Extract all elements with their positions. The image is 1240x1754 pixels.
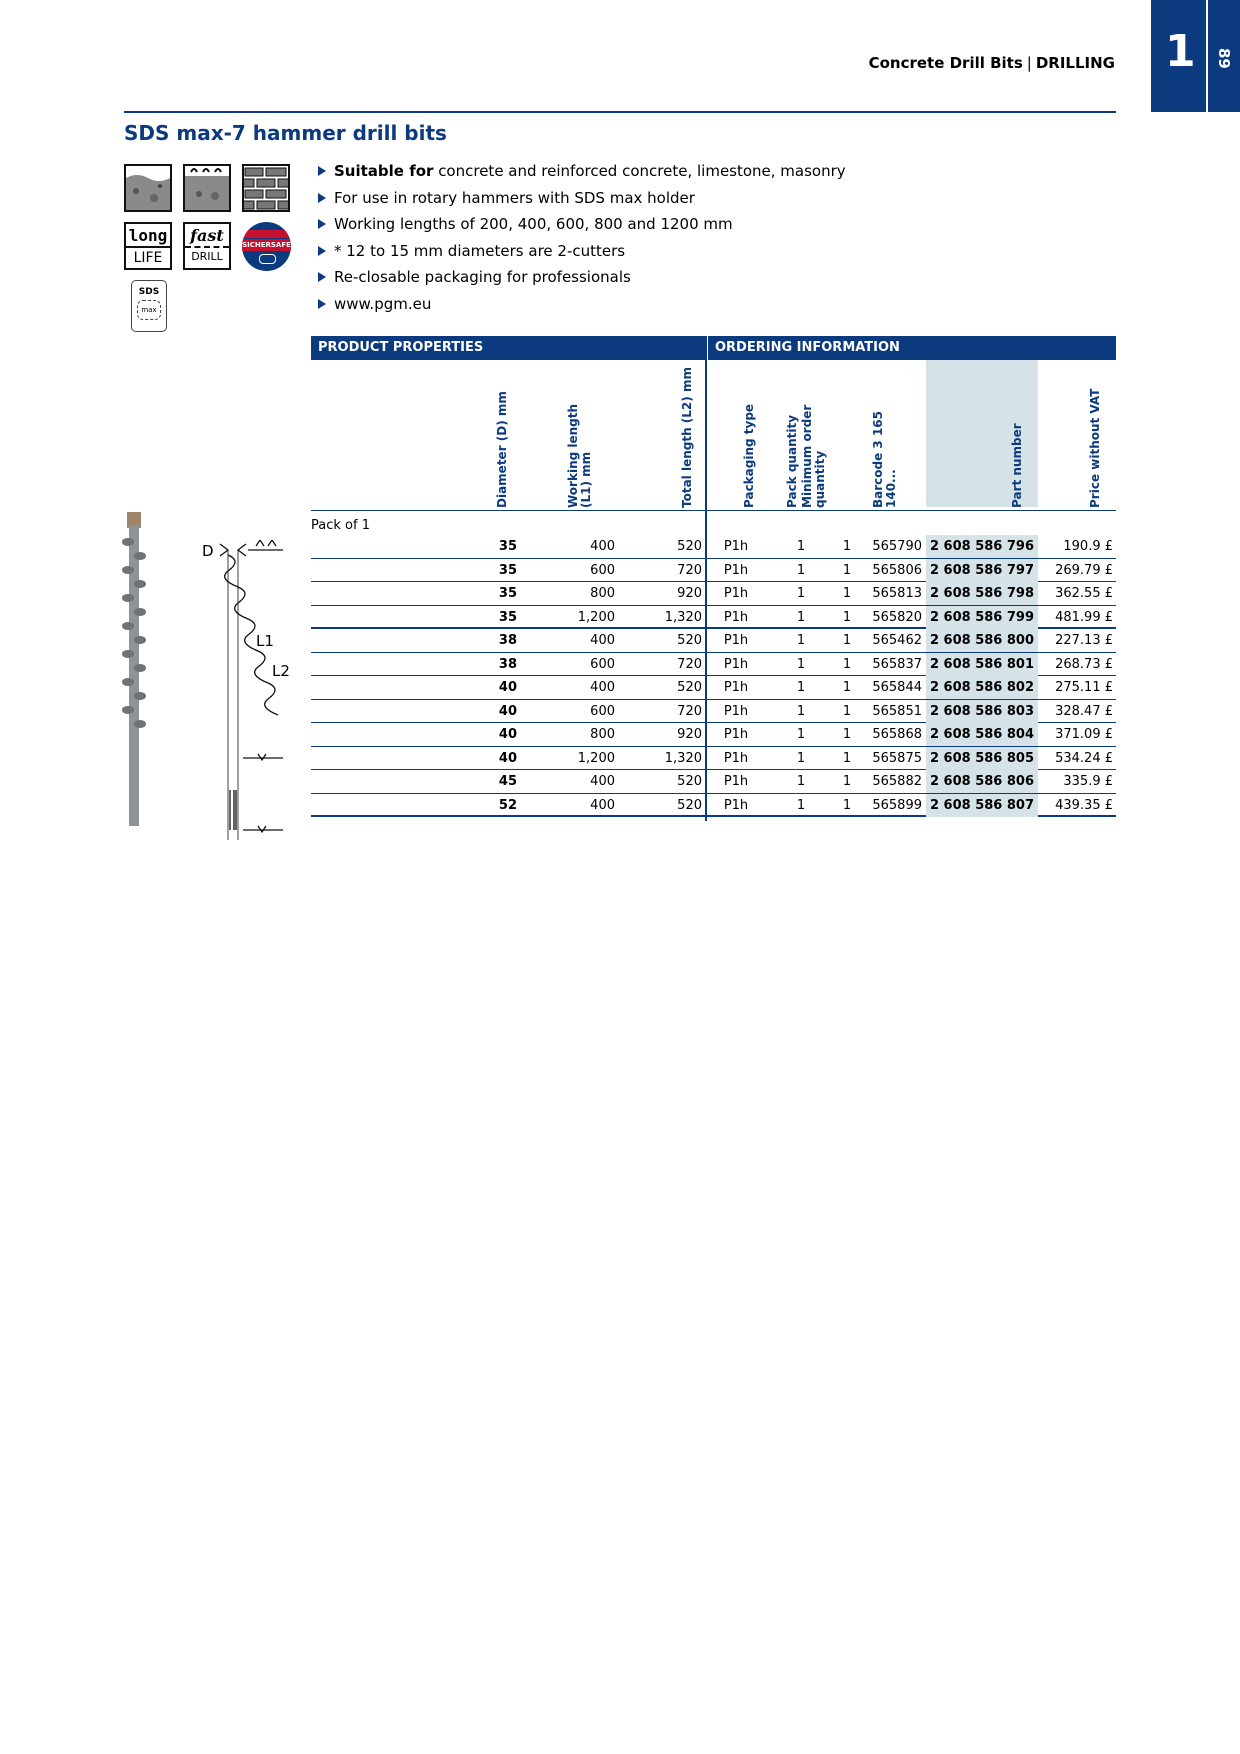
product-properties-header: PRODUCT PROPERTIES [311,336,705,360]
table-row [311,535,1116,559]
table-row [311,747,1116,771]
col-diameter: Diameter (D) mm [495,391,509,508]
cell-min-order: 1 [842,750,852,766]
cell-working-length: 400 [590,539,615,554]
cell-price: 269.79 £ [1055,562,1113,578]
cell-price: 481.99 £ [1055,609,1113,625]
header-underline [311,510,1116,511]
cell-min-order: 1 [842,703,852,719]
cell-price: 328.47 £ [1055,703,1113,719]
table-row [311,629,1116,653]
cell-pack-quantity: 1 [796,586,806,601]
fast-drill-label-top: fast [190,226,224,245]
cell-part-number: 2 608 586 806 [926,770,1038,793]
concrete-icon [124,164,172,212]
feature-text: * 12 to 15 mm diameters are 2-cutters [334,241,626,260]
l2-label: L2 [272,662,290,680]
feature-item[interactable] [318,291,846,318]
cell-packaging-type: P1h [723,750,749,766]
cell-total-length: 520 [677,774,702,789]
cell-barcode: 565837 [872,656,922,672]
cell-pack-quantity: 1 [796,539,806,554]
table-row [311,794,1116,818]
cell-working-length: 600 [590,562,615,578]
cell-min-order: 1 [842,562,852,578]
cell-diameter: 38 [498,633,517,648]
cell-barcode: 565790 [872,539,922,554]
feature-item [318,158,846,185]
feature-item [318,185,846,212]
col-total-length: Total length (L2) mm [680,367,694,508]
cell-min-order: 1 [842,586,852,601]
breadcrumb-category: Concrete Drill Bits [868,54,1023,72]
page-title: SDS max-7 hammer drill bits [124,121,447,145]
breadcrumb-separator: | [1026,54,1032,72]
table-row [311,723,1116,747]
cell-pack-quantity: 1 [796,703,806,719]
table-row [311,606,1116,630]
table-row [311,582,1116,606]
bullet-triangle-icon [318,193,326,203]
cell-working-length: 400 [590,633,615,648]
cell-part-number: 2 608 586 802 [926,676,1038,699]
cell-part-number: 2 608 586 801 [926,653,1038,676]
col-part-number: Part number [1010,423,1024,508]
cell-packaging-type: P1h [723,656,749,672]
reinforced-concrete-icon [183,164,231,212]
cell-diameter: 52 [498,797,517,813]
feature-bold: Suitable for [334,162,434,180]
col-pack-quantity: Pack quantity [785,414,799,508]
cell-packaging-type: P1h [723,680,749,695]
long-life-label-bottom: LIFE [126,246,170,268]
cell-barcode: 565462 [872,633,922,648]
max-label: max [137,300,161,320]
cell-diameter: 45 [498,774,517,789]
table-row [311,653,1116,677]
cell-diameter: 35 [498,609,517,625]
page-number: 89 [1215,48,1233,69]
bullet-triangle-icon [318,272,326,282]
table-row [311,676,1116,700]
feature-text: For use in rotary hammers with SDS max holder [334,188,695,207]
cell-total-length: 920 [677,727,702,742]
cell-total-length: 520 [677,680,702,695]
cell-min-order: 1 [842,797,852,813]
cell-diameter: 40 [498,703,517,719]
cell-pack-quantity: 1 [796,609,806,625]
feature-item [318,264,846,291]
col-price: Price without VAT [1088,388,1102,508]
bullet-triangle-icon [318,299,326,309]
long-life-icon [124,222,172,270]
header-rule [124,111,1116,113]
cell-working-length: 800 [590,586,615,601]
cell-pack-quantity: 1 [796,633,806,648]
cell-barcode: 565868 [872,727,922,742]
fast-drill-label-bottom: DRILL [185,246,229,266]
cell-working-length: 600 [590,703,615,719]
cell-total-length: 920 [677,586,702,601]
cell-price: 335.9 £ [1063,774,1113,789]
column-headers [311,360,1116,510]
cell-min-order: 1 [842,727,852,742]
cell-pack-quantity: 1 [796,562,806,578]
cell-pack-quantity: 1 [796,797,806,813]
cell-total-length: 520 [677,797,702,813]
cell-working-length: 1,200 [577,609,615,625]
table-row [311,700,1116,724]
cell-barcode: 565813 [872,586,922,601]
section-number: 1 [1165,26,1196,77]
col-packaging-type: Packaging type [742,403,756,508]
cell-min-order: 1 [842,633,852,648]
cell-pack-quantity: 1 [796,680,806,695]
sds-label: SDS [138,287,160,297]
cell-min-order: 1 [842,609,852,625]
fast-drill-icon [183,222,231,270]
diameter-label: D [202,542,214,560]
cell-working-length: 400 [590,680,615,695]
table-row [311,559,1116,583]
website-link[interactable]: www.pgm.eu [334,294,432,313]
cell-diameter: 35 [498,539,517,554]
bullet-triangle-icon [318,246,326,256]
sickersafe-icon [242,222,291,271]
sds-max-icon [131,280,167,332]
bullet-triangle-icon [318,166,326,176]
cell-part-number: 2 608 586 799 [926,606,1038,629]
cell-price: 362.55 £ [1055,586,1113,601]
cell-part-number: 2 608 586 803 [926,700,1038,723]
pack-label: Pack of 1 [311,518,370,533]
cell-part-number: 2 608 586 804 [926,723,1038,746]
cell-part-number: 2 608 586 796 [926,535,1038,558]
cell-working-length: 600 [590,656,615,672]
feature-text: Re-closable packaging for professionals [334,268,631,286]
cell-packaging-type: P1h [723,539,749,554]
cell-total-length: 720 [677,656,702,672]
cell-diameter: 40 [498,750,517,766]
cell-packaging-type: P1h [723,586,749,601]
cell-working-length: 400 [590,797,615,813]
section-tab-divider [1206,0,1208,112]
cell-price: 268.73 £ [1055,656,1113,672]
cell-barcode: 565875 [872,750,922,766]
cell-barcode: 565851 [872,703,922,719]
cell-working-length: 400 [590,774,615,789]
cell-price: 190.9 £ [1063,539,1113,554]
cell-min-order: 1 [842,656,852,672]
cell-barcode: 565844 [872,680,922,695]
drill-bit-photo [118,512,148,828]
cell-part-number: 2 608 586 800 [926,629,1038,652]
dimension-drawing [198,540,298,840]
long-life-label-top: long [128,226,168,245]
cell-price: 439.35 £ [1055,797,1113,813]
cell-pack-quantity: 1 [796,727,806,742]
cell-pack-quantity: 1 [796,774,806,789]
cell-packaging-type: P1h [723,633,749,648]
cell-total-length: 520 [677,633,702,648]
table-row [311,770,1116,794]
cell-barcode: 565806 [872,562,922,578]
col-min-order: Minimum order quantity [800,404,827,508]
feature-text: Working lengths of 200, 400, 600, 800 and 1200 mm [334,215,733,233]
sickersafe-label: SICHERSAFE [242,241,291,249]
cell-part-number: 2 608 586 805 [926,747,1038,770]
ordering-information-header: ORDERING INFORMATION [708,336,1116,360]
cell-min-order: 1 [842,774,852,789]
cell-total-length: 1,320 [664,609,702,625]
cell-barcode: 565820 [872,609,922,625]
cell-price: 227.13 £ [1055,633,1113,648]
cell-diameter: 40 [498,680,517,695]
cell-working-length: 1,200 [577,750,615,766]
cell-barcode: 565899 [872,797,922,813]
cell-min-order: 1 [842,680,852,695]
feature-text: concrete and reinforced concrete, limestone, masonry [433,162,846,180]
cell-packaging-type: P1h [723,727,749,742]
masonry-icon [242,164,290,212]
feature-item [318,238,846,265]
feature-list [318,158,846,317]
cell-total-length: 1,320 [664,750,702,766]
cell-packaging-type: P1h [723,609,749,625]
l1-label: L1 [256,632,274,650]
cell-diameter: 38 [498,656,517,672]
col-working-length: Working length (L1) mm [566,403,593,508]
cell-diameter: 35 [498,562,517,578]
cell-pack-quantity: 1 [796,750,806,766]
cell-total-length: 720 [677,703,702,719]
feature-item [318,211,846,238]
cell-packaging-type: P1h [723,703,749,719]
breadcrumb [869,54,1115,72]
cell-working-length: 800 [590,727,615,742]
cell-total-length: 520 [677,539,702,554]
cell-pack-quantity: 1 [796,656,806,672]
cell-part-number: 2 608 586 797 [926,559,1038,582]
cell-barcode: 565882 [872,774,922,789]
cell-part-number: 2 608 586 798 [926,582,1038,605]
cell-price: 534.24 £ [1055,750,1113,766]
breadcrumb-subcategory: DRILLING [1035,54,1115,72]
cell-price: 275.11 £ [1055,680,1113,695]
cell-diameter: 35 [498,586,517,601]
cell-packaging-type: P1h [723,797,749,813]
cell-price: 371.09 £ [1055,727,1113,742]
bullet-triangle-icon [318,219,326,229]
section-tab [1151,0,1240,112]
cell-total-length: 720 [677,562,702,578]
cell-part-number: 2 608 586 807 [926,794,1038,817]
cell-packaging-type: P1h [723,774,749,789]
col-barcode: Barcode 3 165 140... [871,410,898,508]
cell-packaging-type: P1h [723,562,749,578]
cell-diameter: 40 [498,727,517,742]
cell-min-order: 1 [842,539,852,554]
